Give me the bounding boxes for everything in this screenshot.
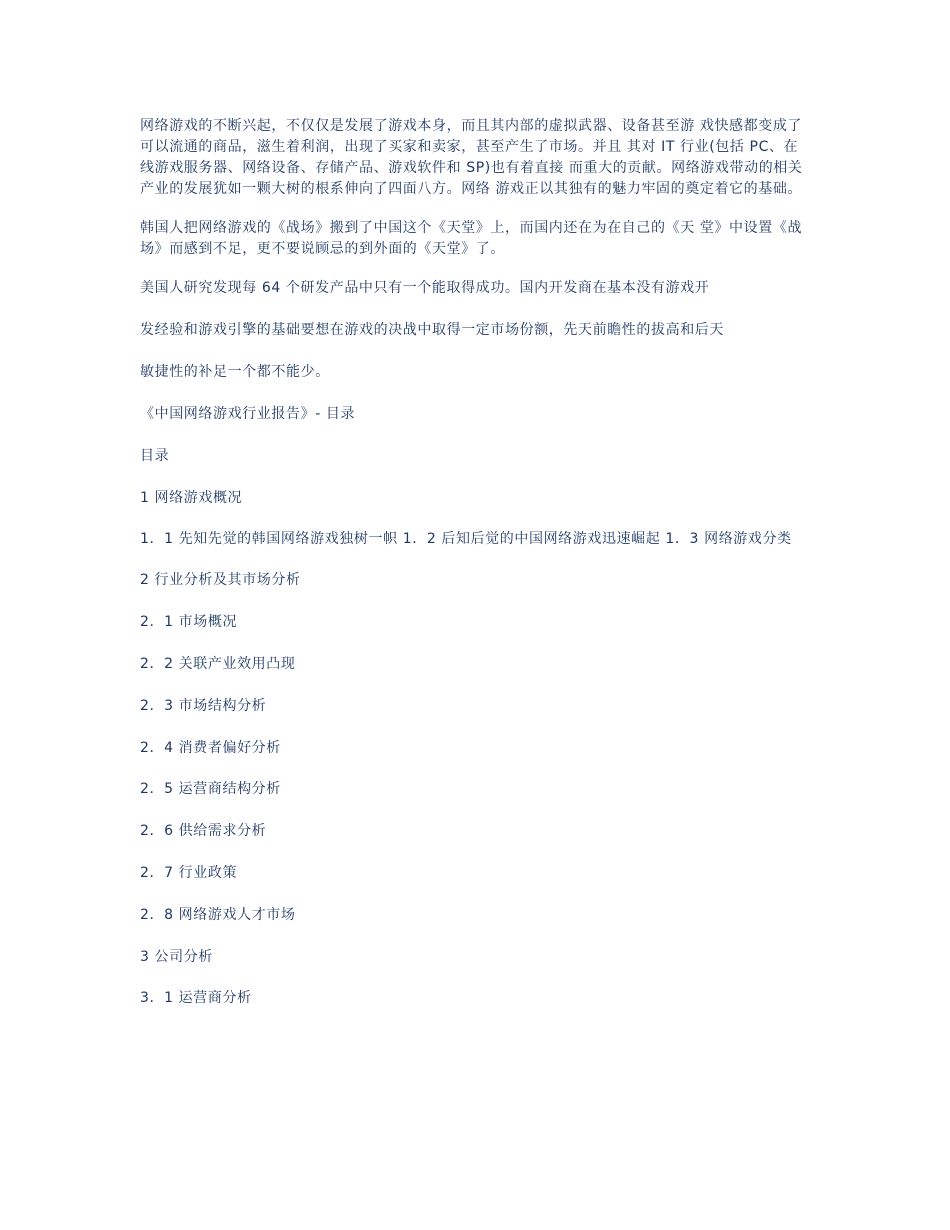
toc-item: 1 网络游戏概况 [140, 489, 243, 506]
toc-item: 2．1 市场概况 [140, 614, 238, 631]
research-line-1: 美国人研究发现每 64 个研发产品中只有一个能取得成功。国内开发商在基本没有游戏开 [140, 280, 710, 296]
toc-item: 3 公司分析 [140, 948, 213, 965]
research-line-2: 发经验和游戏引擎的基础要想在游戏的决战中取得一定市场份额，先天前瞻性的拔高和后天 [140, 322, 724, 338]
toc-item: 2．6 供给需求分析 [140, 823, 267, 840]
toc-item: 3．1 运营商分析 [140, 990, 252, 1007]
research-line-3: 敏捷性的补足一个都不能少。 [140, 364, 330, 380]
document-page [140, 116, 805, 1030]
report-title: 《中国网络游戏行业报告》- 目录 [140, 406, 356, 422]
toc-item: 2．3 市场结构分析 [140, 697, 267, 714]
toc-item: 2．2 关联产业效用凸现 [140, 655, 296, 672]
toc-item: 2．7 行业政策 [140, 864, 238, 881]
korea-paragraph: 韩国人把网络游戏的《战场》搬到了中国这个《天堂》上，而国内还在为在自己的《天 堂》中设置《战场》而感到不足，更不要说顾忌的到外面的《天堂》了。 [140, 220, 803, 257]
toc-item: 2．5 运营商结构分析 [140, 781, 281, 798]
intro-paragraph: 网络游戏的不断兴起，不仅仅是发展了游戏本身，而且其内部的虚拟武器、设备甚至游 戏快感都变成了可以流通的商品，滋生着利润，出现了买家和卖家，甚至产生了市场。并且 其对 IT 行业(包括 PC、在线游戏服务器、网络设备、存储产品、游戏软件和 SP)也有着直接 而重大的贡献。网络游戏带动的相关产业的发展犹如一颗大树的根系伸向了四面八方。网络 游戏正以其独有的魅力牢固的奠定着它的基础。 [140, 118, 803, 197]
toc-item: 2．8 网络游戏人才市场 [140, 906, 296, 923]
toc-item: 1．1 先知先觉的韩国网络游戏独树一帜 1．2 后知后觉的中国网络游戏迅速崛起 1．3 网络游戏分类 [140, 531, 792, 548]
toc-item: 2．4 消费者偏好分析 [140, 739, 281, 756]
toc-item: 2 行业分析及其市场分析 [140, 572, 301, 589]
toc-heading: 目录 [140, 447, 170, 464]
